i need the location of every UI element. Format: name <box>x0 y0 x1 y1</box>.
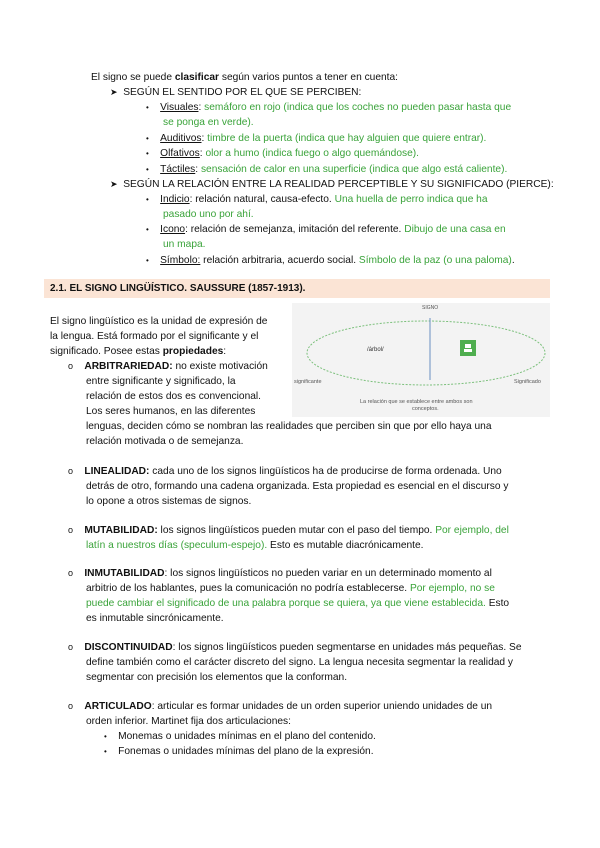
bullet-icon: • <box>146 165 149 174</box>
section1-title: ➤ SEGÚN EL SENTIDO POR EL QUE SE PERCIBEN: <box>110 87 362 98</box>
property-line: lo opone a otros sistemas de signos. <box>86 496 252 507</box>
property-item: o MUTABILIDAD: los signos lingüísticos pueden mutar con el paso del tiempo. Por ejemplo, del <box>68 525 509 536</box>
list-item-cont: un mapa. <box>163 239 206 250</box>
bullet-icon: • <box>146 195 149 204</box>
property-line: relación motivada o de semejanza. <box>86 436 244 447</box>
property-line: define también como el carácter discreto del signo. La lengua necesita segmentar la realidad y <box>86 657 513 668</box>
property-line: relación de estos dos es convencional. <box>86 391 261 402</box>
diagram-square-mark <box>464 349 472 352</box>
diagram-square-mark <box>465 344 471 348</box>
list-item: • Olfativos: olor a humo (indica fuego o algo quemándose). <box>146 148 419 159</box>
circle-bullet-icon: o <box>68 525 74 535</box>
bullet-icon: • <box>146 134 149 143</box>
section-heading: 2.1. EL SIGNO LINGÜÍSTICO. SAUSSURE (1857-1913). <box>50 283 306 294</box>
intro-paragraph-line: El signo lingüístico es la unidad de expresión de <box>50 316 268 327</box>
intro-paragraph-line: significado. Posee estas propiedades: <box>50 346 227 357</box>
property-item: o DISCONTINUIDAD: los signos lingüísticos pueden segmentarse en unidades más pequeñas. Se <box>68 642 522 653</box>
property-line: Los seres humanos, en las diferentes <box>86 406 256 417</box>
property-item: o LINEALIDAD: cada uno de los signos lingüísticos ha de producirse de forma ordenada. Uno <box>68 466 502 477</box>
list-item: • Monemas o unidades mínimas en el plano del contenido. <box>104 731 376 742</box>
property-line: entre significante y significado, la <box>86 376 236 387</box>
list-item: • Visuales: semáforo en rojo (indica que los coches no pueden pasar hasta que <box>146 102 512 113</box>
arrow-icon: ➤ <box>110 87 118 97</box>
list-item: • Táctiles: sensación de calor en una superficie (indica que algo está caliente). <box>146 164 508 175</box>
property-line: orden inferior. Martinet fija dos articulaciones: <box>86 716 291 727</box>
diagram-top-label: SIGNO <box>422 305 439 311</box>
bullet-icon: • <box>104 732 107 741</box>
diagram-caption: La relación que se establece entre ambos son <box>360 399 473 405</box>
list-item: • Fonemas o unidades mínimas del plano de la expresión. <box>104 746 374 757</box>
section2-title: ➤ SEGÚN LA RELACIÓN ENTRE LA REALIDAD PERCEPTIBLE Y SU SIGNIFICADO (PIERCE): <box>110 179 554 190</box>
intro-line: El signo se puede clasificar según varios puntos a tener en cuenta: <box>91 72 398 83</box>
circle-bullet-icon: o <box>68 642 74 652</box>
diagram-ellipse <box>307 321 545 385</box>
property-item: o ARBITRARIEDAD: no existe motivación <box>68 361 268 372</box>
property-item: o INMUTABILIDAD: los signos lingüísticos no pueden variar en un determinado momento al <box>68 568 492 579</box>
intro-paragraph-line: la lengua. Está formado por el significante y el <box>50 331 259 342</box>
diagram-left-label: /árbol/ <box>367 347 384 353</box>
property-line: latín a nuestros días (speculum-espejo). Esto es mutable diacrónicamente. <box>86 540 424 551</box>
list-item: • Icono: relación de semejanza, imitación del referente. Dibujo de una casa en <box>146 224 506 235</box>
list-item-cont: se ponga en verde). <box>163 117 254 128</box>
property-line: segmentar con precisión los elementos que la conforman. <box>86 672 348 683</box>
bullet-icon: • <box>146 149 149 158</box>
diagram-significado-label: Significado <box>514 379 541 385</box>
list-item: • Auditivos: timbre de la puerta (indica que hay alguien que quiere entrar). <box>146 133 487 144</box>
property-line: lenguas, deciden cómo se nombran las realidades que perciben sin que por ello haya una <box>86 421 492 432</box>
circle-bullet-icon: o <box>68 466 74 476</box>
bullet-icon: • <box>146 256 149 265</box>
property-line: arbitrio de los hablantes, pues la comunicación no podría establecerse. Por ejemplo, no se <box>86 583 495 594</box>
circle-bullet-icon: o <box>68 701 74 711</box>
circle-bullet-icon: o <box>68 568 74 578</box>
diagram-significante-label: significante <box>294 379 322 385</box>
property-line: puede cambiar el significado de una palabra porque se quiera, ya que viene establecida. Esto <box>86 598 510 609</box>
property-line: es inmutable sincrónicamente. <box>86 613 224 624</box>
list-item-cont: pasado uno por ahí. <box>163 209 254 220</box>
list-item: • Indicio: relación natural, causa-efecto. Una huella de perro indica que ha <box>146 194 488 205</box>
property-line: detrás de otro, formando una cadena organizada. Esta propiedad es esencial en el discurso y <box>86 481 509 492</box>
bullet-icon: • <box>104 747 107 756</box>
saussure-diagram <box>292 303 550 417</box>
list-item: • Símbolo: relación arbitraria, acuerdo social. Símbolo de la paz (o una paloma). <box>146 255 515 266</box>
bullet-icon: • <box>146 225 149 234</box>
property-item: o ARTICULADO: articular es formar unidades de un orden superior uniendo unidades de un <box>68 701 493 712</box>
bullet-icon: • <box>146 103 149 112</box>
arrow-icon: ➤ <box>110 179 118 189</box>
circle-bullet-icon: o <box>68 361 74 371</box>
diagram-caption: conceptos. <box>412 406 439 412</box>
